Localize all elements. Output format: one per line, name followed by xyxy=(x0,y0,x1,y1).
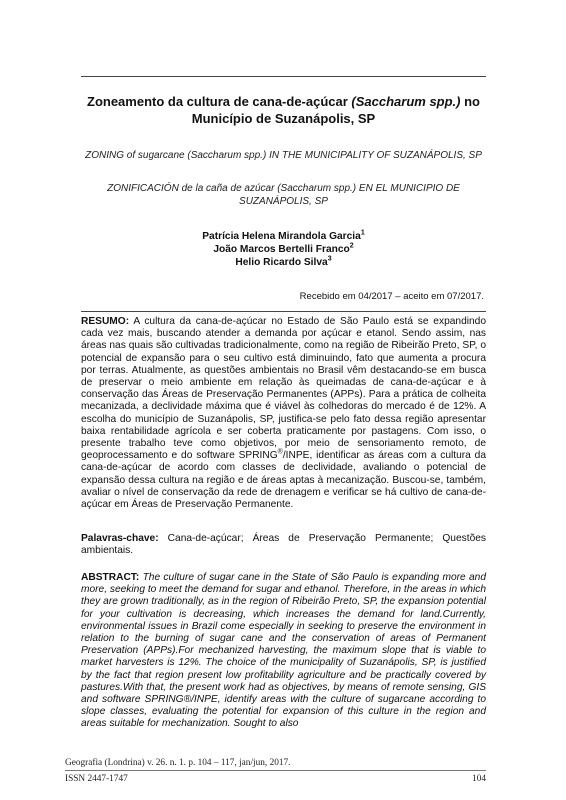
top-rule xyxy=(81,76,486,77)
keywords-paragraph: Palavras-chave: Cana-de-açúcar; Áreas de Preservação Permanente; Questões ambientais. xyxy=(81,533,486,557)
abstract-paragraph: ABSTRACT: The culture of sugar cane in the State of São Paulo is expanding more and more, seeking to meet the demand for sugar and ethanol. Therefore, in the areas in which they are grown traditionally, as in the region of Ribeirão Preto, SP, the expansion potential for your cultivation is decreasing, which increases the demand for land.Currently, environmental issues in Brazil come especially in seeking to preserve the environment in relation to the burning of sugar cane and the conservation of areas of Permanent Preservation (APPs).For mechanized harvesting, the maximum slope that is viable to market harvesters is 12%. The choice of the municipality of Suzanápolis, SP, is justified by the fact that region present low profitability agriculture and be practically covered by pastures.With that, the present work had as objectives, by means of remote sensing, GIS and software SPRING®/INPE, identify areas with the culture of sugarcane according to slope classes, evaluating the potential for expansion of this culture in the region and areas suitable for mechanization. Sought to also xyxy=(81,572,486,730)
title-species: (Saccharum spp.) xyxy=(351,94,461,109)
article-title xyxy=(81,93,486,127)
resumo-label: RESUMO: xyxy=(81,316,130,327)
title-text: Zoneamento da cultura de cana-de-açúcar xyxy=(87,94,352,109)
author-affiliation-ref: 2 xyxy=(349,242,354,250)
author-list xyxy=(81,230,486,269)
abstract-label: ABSTRACT: xyxy=(81,572,140,583)
author: Patrícia Helena Mirandola Garcia$^1$ xyxy=(202,229,365,242)
author: Helio Ricardo Silva$^3$ xyxy=(235,255,332,268)
footer-journal: Geografia (Londrina) v. 26. n. 1. p. 104 – 117, jan/jun, 2017. xyxy=(65,758,291,768)
author-affiliation-ref: 3 xyxy=(327,255,332,263)
footer-rule xyxy=(65,770,486,771)
author: João Marcos Bertelli Franco$^2$ xyxy=(213,242,354,255)
author-affiliation-ref: 1 xyxy=(360,229,365,237)
title-english: ZONING of sugarcane (Saccharum spp.) IN THE MUNICIPALITY OF SUZANÁPOLIS, SP xyxy=(85,150,482,161)
registered-mark: ® xyxy=(277,448,283,456)
footer-issn: ISSN 2447-1747 xyxy=(65,774,128,784)
resumo-paragraph: RESUMO: A cultura da cana-de-açúcar no Estado de São Paulo está se expandindo cada vez mais, buscando atender a demanda por açúcar e etanol. Sendo assim, nas áreas nas quais são cultivadas tradicionalmente, como na região de Ribeirão Preto, SP, o potencial de expansão para o seu cultivo está diminuindo, fato que aumenta a procura por terras. Atualmente, as questões ambientais no Brasil vêm destacando-se em busca de preservar o meio ambiente em relação às queimadas de cana-de-açúcar e à conservação das Áreas de Preservação Permanentes (APPs). Para a prática de colheita mecanizada, a declividade máxima que é viável às colhedoras do mercado é de 12%. A escolha do município de Suzanápolis, SP, justifica-se pelo fato dessa região apresentar baixa rentabilidade agrícola e ser coberta praticamente por pastagens. Com isso, o presente trabalho teve como objetivos, por meio de sensoriamento remoto, de geoprocessamento e do software SPRING®/INPE, identificar as áreas com a cultura da cana-de-açúcar de acordo com classes de declividade, avaliando o potencial de expansão dessa cultura na região e de áreas aptas à mecanização. Buscou-se, também, avaliar o nível de conservação da rede de drenagem e verificar se há cultivo de cana-de-açúcar em Áreas de Preservação Permanente. xyxy=(81,316,486,511)
received-date: Recebido em 04/2017 – aceito em 07/2017. xyxy=(299,291,484,302)
title-spanish: ZONIFICACIÓN de la caña de azúcar (Saccharum spp.) EN EL MUNICIPIO DE SUZANÁPOLIS, SP xyxy=(107,183,460,207)
title-text-end: no Município de Suzanápolis, SP xyxy=(191,94,480,126)
keywords-label: Palavras-chave: xyxy=(81,533,159,544)
footer-issn-line xyxy=(65,773,486,785)
abstract-rule xyxy=(81,311,486,312)
page-number: 104 xyxy=(472,774,486,784)
